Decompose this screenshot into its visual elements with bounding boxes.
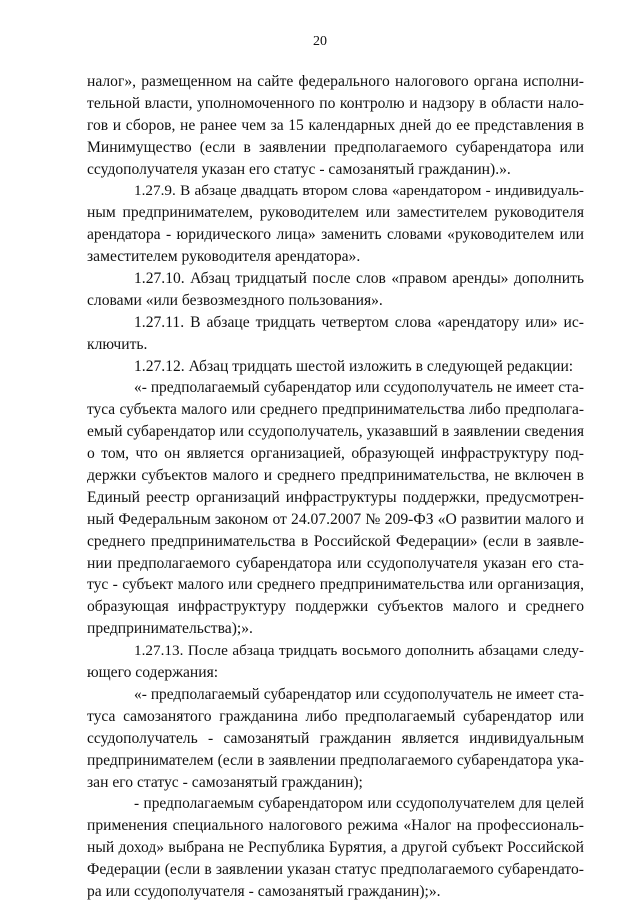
text-line: словами «или безвозмездного пользования».	[87, 291, 383, 309]
text-line: ным предпринимателем, руководителем или заместителем руководителя	[87, 204, 584, 222]
text-line: налог», размещенном на сайте федерального налогового органа исполни-	[87, 73, 584, 90]
text-line: 1.27.9. В абзаце двадцать втором слова «арендатором - индивидуаль-	[134, 182, 584, 200]
text-line: ный доход» выбрана не Республика Бурятия, а другой субъект Российской	[87, 839, 584, 857]
text-line: «- предполагаемый субарендатор или ссудополучатель не имеет ста-	[134, 379, 584, 397]
text-line: 1.27.10. Абзац тридцатый после слов «правом аренды» дополнить	[134, 270, 584, 288]
text-line: ссудополучателя указан его статус - самозанятый гражданин).».	[87, 160, 511, 178]
text-line: - предполагаемым субарендатором или ссудополучателем для целей	[134, 795, 584, 813]
text-line: образующая инфраструктуру поддержки субъектов малого и среднего	[87, 598, 584, 616]
text-line: 1.27.12. Абзац тридцать шестой изложить в следующей редакции:	[134, 357, 574, 375]
text-line: ра или ссудополучателя - самозанятый гражданин);».	[87, 882, 441, 900]
text-line: ссудополучатель - самозанятый гражданин является индивидуальным	[87, 729, 584, 747]
text-line: о том, что он является организацией, образующей инфраструктуру под-	[87, 445, 584, 463]
text-line: гов и сборов, не ранее чем за 15 календарных дней до ее представления в	[87, 116, 584, 134]
text-line: предпринимательства);».	[87, 620, 253, 638]
text-line: арендатора - юридического лица» заменить словами «руководителем или	[87, 226, 584, 244]
document-body	[87, 71, 584, 903]
page-number: 20	[313, 34, 327, 49]
text-line: предпринимателем (если в заявлении предполагаемого субарендатора ука-	[87, 751, 584, 769]
text-line: Федерации (если в заявлении указан статус предполагаемого субарендато-	[87, 861, 584, 879]
text-line: держки субъектов малого и среднего предпринимательства, не включен в	[87, 467, 584, 485]
text-line: ключить.	[87, 335, 148, 353]
text-line: туса самозанятого гражданина либо предполагаемый субарендатор или	[87, 707, 584, 725]
text-line: тус - субъект малого или среднего предпринимательства или организация,	[87, 576, 584, 594]
text-line: «- предполагаемый субарендатор или ссудополучатель не имеет ста-	[134, 685, 584, 703]
text-line: тельной власти, уполномоченного по контролю и надзору в области нало-	[87, 94, 584, 112]
text-line: 1.27.11. В абзаце тридцать четвертом слова «арендатору или» ис-	[134, 313, 584, 331]
text-line: 1.27.13. После абзаца тридцать восьмого дополнить абзацами следу-	[134, 642, 584, 660]
text-line: нии предполагаемого субарендатора или ссудополучателя указан его ста-	[87, 554, 584, 572]
text-line: туса субъекта малого или среднего предпринимательства либо предполага-	[87, 401, 584, 419]
text-line: заместителем руководителя арендатора».	[87, 248, 361, 266]
text-line: Минимущество (если в заявлении предполагаемого субарендатора или	[87, 138, 584, 156]
text-line: ный Федеральным законом от 24.07.2007 № 209-ФЗ «О развитии малого и	[87, 510, 584, 528]
text-line: применения специального налогового режима «Налог на профессиональ-	[87, 817, 584, 835]
text-line: среднего предпринимательства в Российской Федерации» (если в заявле-	[87, 532, 584, 550]
text-line: ющего содержания:	[87, 664, 219, 682]
text-line: Единый реестр организаций инфраструктуры поддержки, предусмотрен-	[87, 488, 584, 506]
text-line: емый субарендатор или ссудополучатель, указавший в заявлении сведения	[87, 423, 584, 441]
text-line: зан его статус - самозанятый гражданин);	[87, 773, 363, 791]
